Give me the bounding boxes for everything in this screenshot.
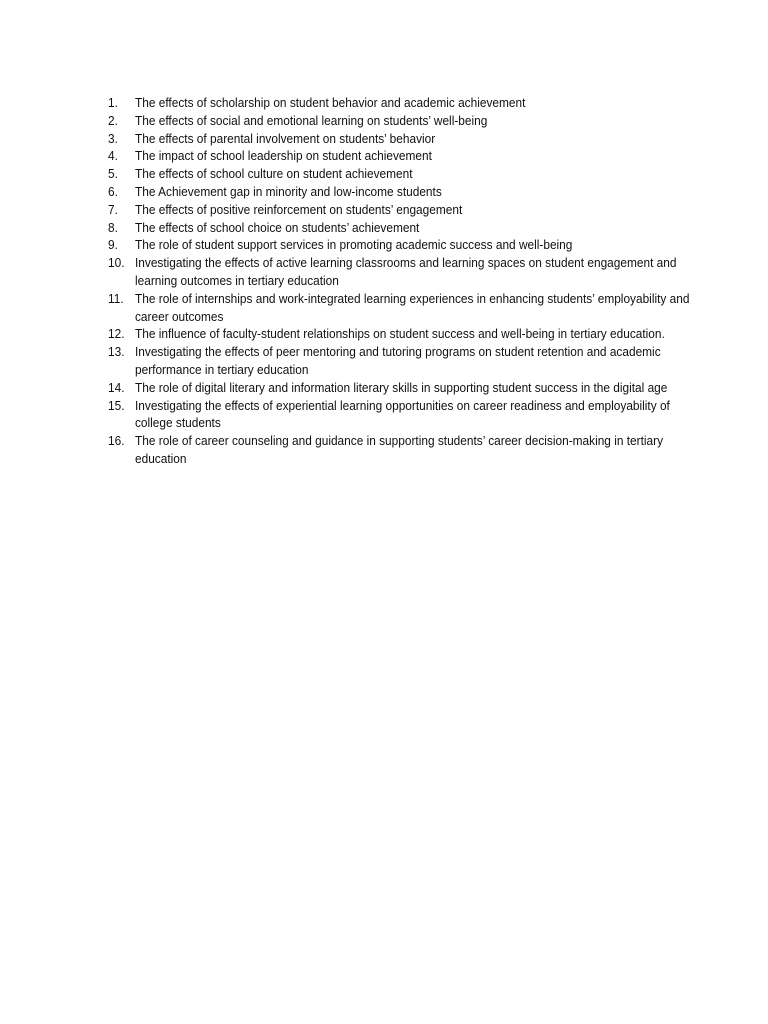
list-item-text: The effects of school culture on student achievement bbox=[135, 166, 413, 182]
list-item-number: 4. bbox=[108, 148, 118, 164]
list-item-text: The effects of school choice on students’ achievement bbox=[135, 219, 420, 235]
list-item-number: 12. bbox=[108, 326, 125, 342]
list-item-number: 9. bbox=[108, 237, 118, 253]
list-item-text: The role of internships and work-integrated learning experiences in enhancing students’ employability and career outcomes bbox=[135, 290, 690, 324]
list-item-text: Investigating the effects of experiential learning opportunities on career readiness and employability of college students bbox=[135, 397, 670, 431]
list-item-number: 6. bbox=[108, 183, 118, 199]
list-item-number: 11. bbox=[108, 290, 124, 306]
list-item-text: The role of digital literary and information literary skills in supporting student success in the digital age bbox=[135, 379, 668, 395]
list-item bbox=[108, 343, 693, 379]
research-topic-list bbox=[108, 94, 693, 468]
list-item-number: 10. bbox=[108, 255, 125, 271]
list-item bbox=[108, 219, 693, 237]
list-item bbox=[108, 201, 693, 219]
list-item bbox=[108, 432, 693, 468]
list-item-number: 14. bbox=[108, 379, 125, 395]
list-item-text: The Achievement gap in minority and low-income students bbox=[135, 183, 442, 199]
list-item-number: 16. bbox=[108, 433, 125, 449]
list-item bbox=[108, 130, 693, 148]
list-item bbox=[108, 379, 693, 397]
list-item-text: The effects of parental involvement on students’ behavior bbox=[135, 130, 436, 146]
list-item-number: 8. bbox=[108, 219, 118, 235]
list-item bbox=[108, 397, 693, 433]
list-item bbox=[108, 236, 693, 254]
list-item-text: Investigating the effects of active learning classrooms and learning spaces on student engagement and learning outcomes in tertiary education bbox=[135, 255, 677, 288]
list-item bbox=[108, 112, 693, 130]
list-item-number: 13. bbox=[108, 344, 125, 360]
list-item-text: The effects of scholarship on student behavior and academic achievement bbox=[135, 95, 526, 110]
list-item bbox=[108, 183, 693, 201]
list-item bbox=[108, 94, 693, 112]
list-item bbox=[108, 147, 693, 165]
list-item-text: The effects of positive reinforcement on students’ engagement bbox=[135, 201, 463, 217]
list-item-number: 15. bbox=[108, 397, 125, 413]
list-item-text: The impact of school leadership on student achievement bbox=[135, 148, 432, 164]
list-item bbox=[108, 290, 693, 326]
list-item bbox=[108, 165, 693, 183]
list-item-number: 7. bbox=[108, 201, 118, 217]
list-item-text: Investigating the effects of peer mentoring and tutoring programs on student retention and academic performance in tertiary education bbox=[135, 344, 661, 377]
list-item-text: The role of career counseling and guidance in supporting students’ career decision-making in tertiary education bbox=[135, 433, 664, 466]
list-item bbox=[108, 254, 693, 290]
list-item-number: 3. bbox=[108, 130, 118, 146]
list-item-number: 1. bbox=[108, 95, 118, 110]
list-item bbox=[108, 325, 693, 343]
list-item-number: 2. bbox=[108, 112, 118, 128]
list-item-text: The effects of social and emotional learning on students’ well-being bbox=[135, 112, 488, 128]
list-item-number: 5. bbox=[108, 166, 118, 182]
list-item-text: The influence of faculty-student relationships on student success and well-being in tertiary education. bbox=[135, 326, 665, 342]
list-item-text: The role of student support services in promoting academic success and well-being bbox=[135, 237, 573, 253]
